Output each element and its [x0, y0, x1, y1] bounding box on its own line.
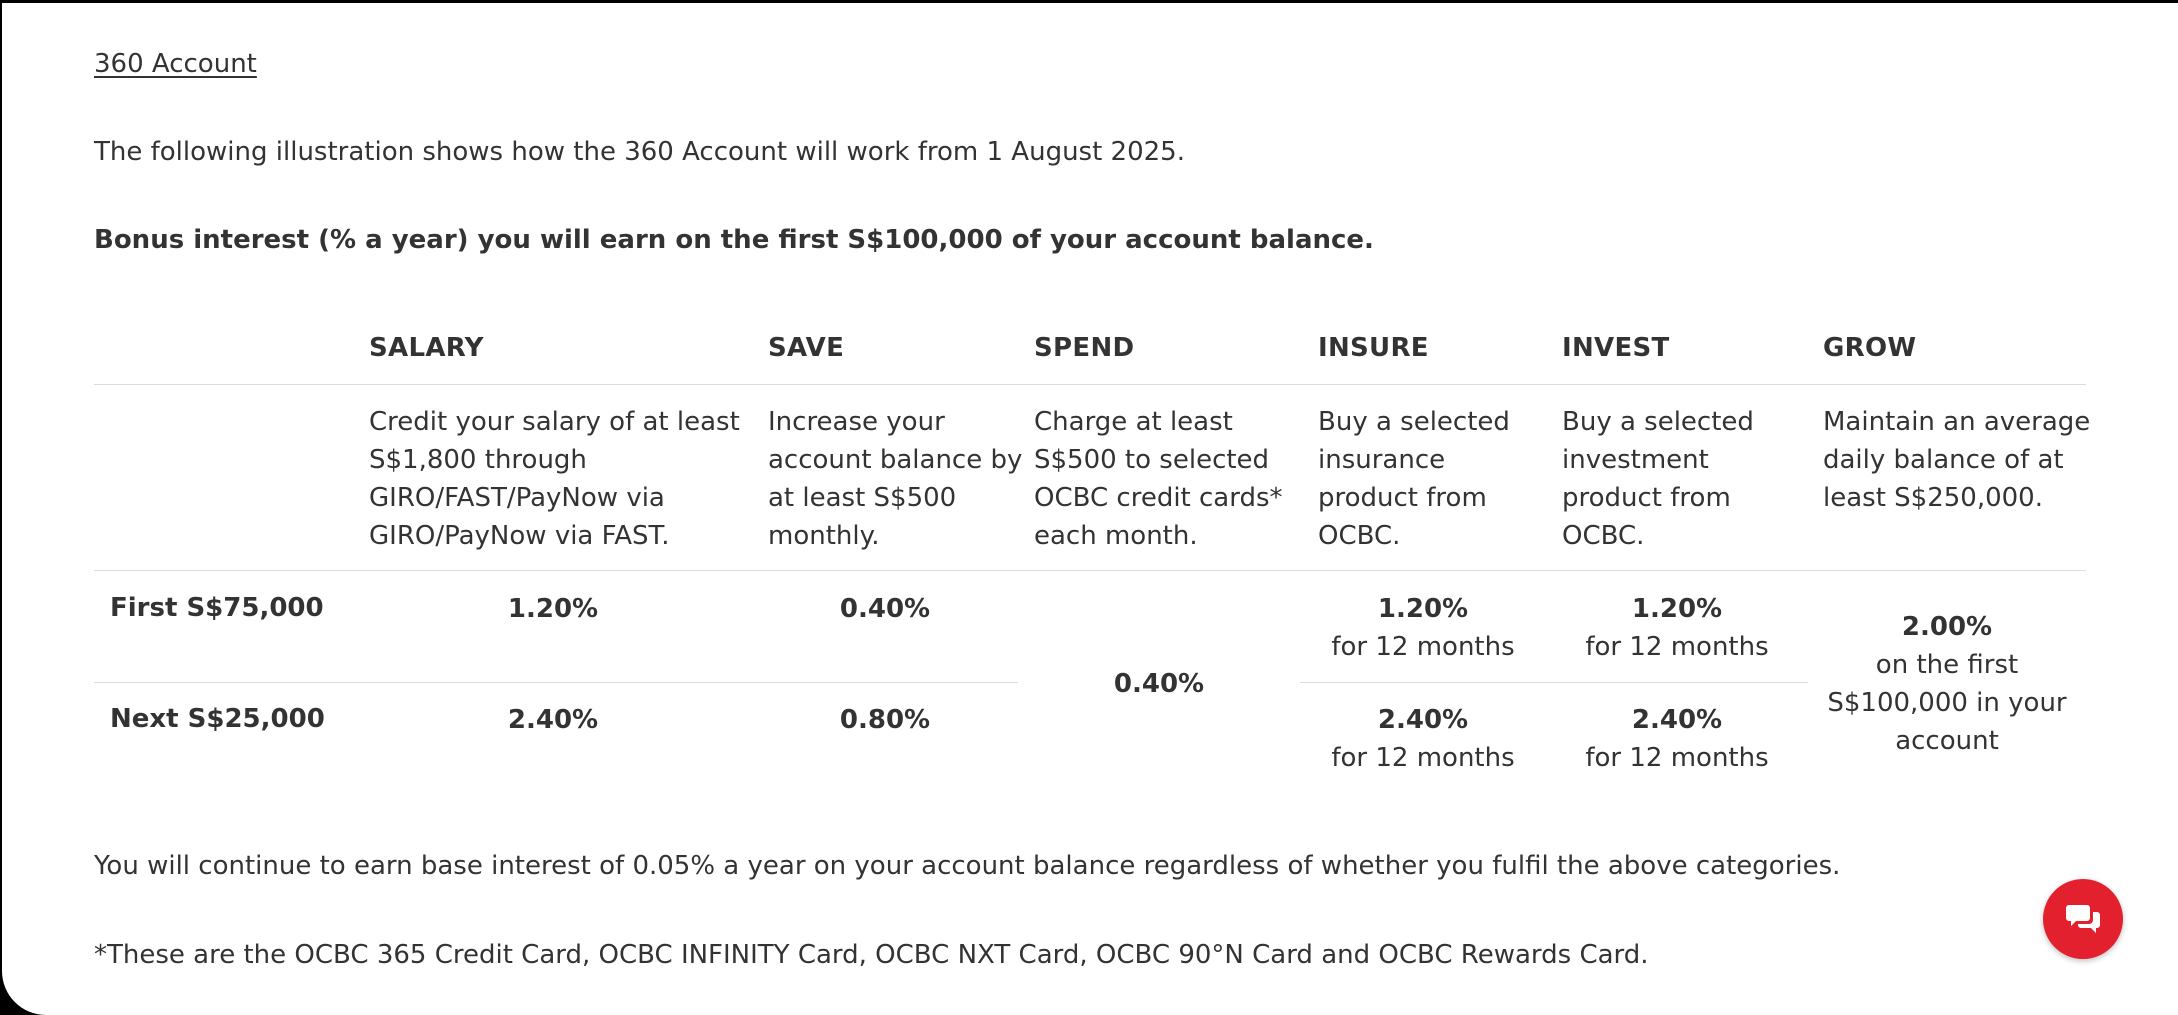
desc-grow [1823, 403, 2090, 517]
desc-insure [1318, 403, 1510, 555]
page [2, 3, 2178, 1015]
desc-spend [1034, 403, 1283, 555]
rate-save-first [753, 590, 1017, 628]
rate-note: account [1895, 726, 1999, 756]
row-label-first: First S$75,000 [110, 593, 324, 623]
desc-spend-line: OCBC credit cards* [1034, 483, 1283, 513]
header-insure: INSURE [1318, 333, 1429, 363]
rate-value: 2.40% [1377, 705, 1469, 735]
desc-save-line: at least S$500 [768, 483, 957, 513]
rate-salary-next [353, 701, 753, 739]
header-save: SAVE [768, 333, 845, 363]
desc-invest-line: investment [1562, 445, 1709, 475]
desc-spend-line: Charge at least [1034, 407, 1233, 437]
desc-salary-line: GIRO/FAST/PayNow via [369, 483, 665, 513]
rate-insure-next [1300, 701, 1546, 777]
rate-value: 1.20% [507, 594, 599, 624]
desc-insure-line: product from [1318, 483, 1487, 513]
rate-note: for 12 months [1585, 743, 1769, 773]
desc-grow-line: Maintain an average [1823, 407, 2091, 437]
360-account-link[interactable]: 360 Account [94, 49, 257, 79]
rate-insure-first [1300, 590, 1546, 666]
desc-insure-line: OCBC. [1318, 521, 1401, 551]
rate-grow [1808, 608, 2086, 760]
desc-invest [1562, 403, 1754, 555]
credit-cards-footnote: *These are the OCBC 365 Credit Card, OCBC INFINITY Card, OCBC NXT Card, OCBC 90°N Card and OCBC Rewards Card. [94, 940, 1649, 970]
desc-save-line: account balance by [768, 445, 1023, 475]
desc-divider [94, 570, 2086, 571]
desc-grow-line: least S$250,000. [1823, 483, 2043, 513]
desc-insure-line: Buy a selected [1318, 407, 1510, 437]
desc-salary [369, 403, 740, 555]
desc-save [768, 403, 1022, 555]
rate-note: for 12 months [1331, 743, 1515, 773]
rate-salary-first [353, 590, 753, 628]
desc-spend-line: each month. [1034, 521, 1198, 551]
row-label-next: Next S$25,000 [110, 704, 325, 734]
rate-note: S$100,000 in your [1827, 688, 2067, 718]
row-divider [94, 682, 1018, 683]
rate-value: 2.40% [1631, 705, 1723, 735]
rate-value: 1.20% [1377, 594, 1469, 624]
base-interest-note: You will continue to earn base interest of 0.05% a year on your account balance regardless of whether you fulfil the above categories. [94, 851, 1841, 881]
rate-note: for 12 months [1585, 632, 1769, 662]
rate-save-next [753, 701, 1017, 739]
rate-value: 0.40% [1113, 669, 1205, 699]
desc-insure-line: insurance [1318, 445, 1446, 475]
header-invest: INVEST [1562, 333, 1670, 363]
header-grow: GROW [1823, 333, 1917, 363]
rate-spend [1018, 665, 1300, 703]
row-divider [1300, 682, 1808, 683]
rate-invest-next [1546, 701, 1808, 777]
rate-note: for 12 months [1331, 632, 1515, 662]
desc-salary-line: Credit your salary of at least [369, 407, 740, 437]
desc-invest-line: OCBC. [1562, 521, 1645, 551]
desc-save-line: monthly. [768, 521, 880, 551]
desc-spend-line: S$500 to selected [1034, 445, 1270, 475]
rate-invest-first [1546, 590, 1808, 666]
header-divider [94, 384, 2086, 385]
intro-text: The following illustration shows how the 360 Account will work from 1 August 2025. [94, 137, 1185, 167]
rate-value: 2.40% [507, 705, 599, 735]
chat-button[interactable] [2043, 879, 2123, 959]
rate-value: 2.00% [1901, 612, 1993, 642]
rate-note: on the first [1875, 650, 2019, 680]
desc-invest-line: Buy a selected [1562, 407, 1754, 437]
rate-value: 0.80% [839, 705, 931, 735]
desc-salary-line: GIRO/PayNow via FAST. [369, 521, 670, 551]
desc-save-line: Increase your [768, 407, 945, 437]
desc-grow-line: daily balance of at [1823, 445, 2064, 475]
chat-bubbles-icon [2065, 903, 2101, 935]
bonus-interest-heading: Bonus interest (% a year) you will earn on the first S$100,000 of your account balance. [94, 225, 1374, 255]
rate-value: 1.20% [1631, 594, 1723, 624]
desc-invest-line: product from [1562, 483, 1731, 513]
rate-value: 0.40% [839, 594, 931, 624]
header-spend: SPEND [1034, 333, 1135, 363]
desc-salary-line: S$1,800 through [369, 445, 587, 475]
header-salary: SALARY [369, 333, 484, 363]
